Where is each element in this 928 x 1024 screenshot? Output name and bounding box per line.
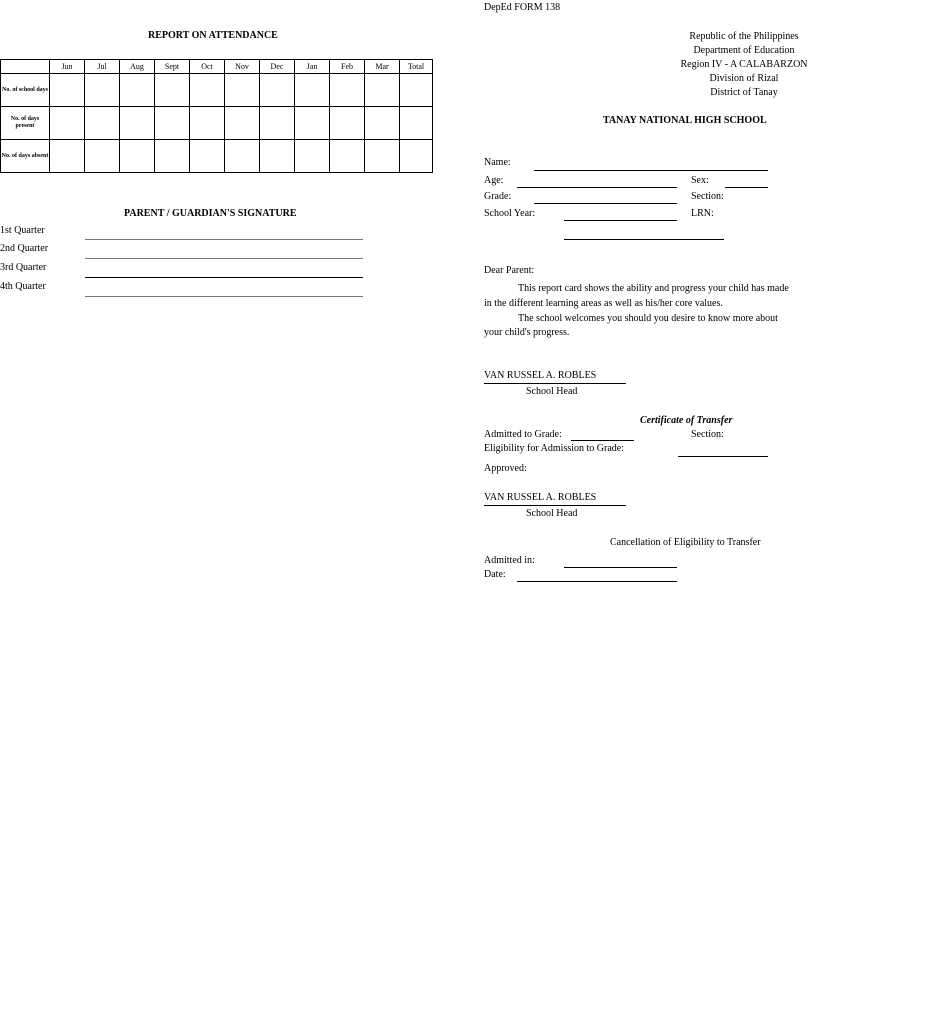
month-header: Sept [155,60,190,74]
row-label-days-present: No. of days present [1,107,50,140]
month-header: Mar [365,60,400,74]
table-row [1,74,433,107]
signature-line-2[interactable] [85,258,363,259]
date-label: Date: [484,569,506,580]
certificate-section-label: Section: [691,429,724,440]
admitted-grade-label: Admitted to Grade: [484,429,562,440]
admitted-in-label: Admitted in: [484,555,535,566]
attendance-cell[interactable] [365,74,400,107]
signature-line-1[interactable] [85,239,363,240]
attendance-cell[interactable] [295,140,330,173]
signature-line-4[interactable] [85,296,363,297]
signatory-title: School Head [526,386,578,397]
attendance-cell[interactable] [225,74,260,107]
total-header: Total [400,60,433,74]
attendance-cell[interactable] [155,107,190,140]
attendance-cell[interactable] [50,107,85,140]
eligibility-label: Eligibility for Admission to Grade: [484,443,624,454]
attendance-cell[interactable] [365,140,400,173]
date-field[interactable] [517,581,677,582]
attendance-cell[interactable] [120,107,155,140]
sex-field[interactable] [725,187,768,188]
attendance-cell[interactable] [365,107,400,140]
certificate-title: Certificate of Transfer [640,415,733,426]
attendance-cell[interactable] [85,74,120,107]
signatory-name: VAN RUSSEL A. ROBLES [484,370,597,381]
grade-field[interactable] [534,203,677,204]
letter-line-3: The school welcomes you should you desire to know more about [518,313,778,324]
signatory-name-2: VAN RUSSEL A. ROBLES [484,492,597,503]
admitted-in-field[interactable] [564,567,677,568]
republic-line: Republic of the Philippines [689,31,799,42]
attendance-cell[interactable] [400,140,433,173]
attendance-cell[interactable] [155,74,190,107]
attendance-cell[interactable] [50,140,85,173]
attendance-cell[interactable] [120,140,155,173]
school-year-label: School Year: [484,208,536,219]
signature-line-3[interactable] [85,277,363,278]
attendance-title: REPORT ON ATTENDANCE [148,30,278,41]
month-header: Feb [330,60,365,74]
attendance-cell[interactable] [190,140,225,173]
attendance-cell[interactable] [295,74,330,107]
attendance-cell[interactable] [330,74,365,107]
division-line: Division of Rizal [709,73,779,84]
month-header: Jul [85,60,120,74]
letter-line-1: This report card shows the ability and progress your child has made [518,283,789,294]
letter-salutation: Dear Parent: [484,265,535,276]
quarter-label-3: 3rd Quarter [0,262,47,273]
quarter-label-2: 2nd Quarter [0,243,49,254]
attendance-cell[interactable] [190,107,225,140]
district-line: District of Tanay [710,87,778,98]
name-label: Name: [484,157,511,168]
letter-line-4: your child's progress. [484,327,570,338]
eligibility-field[interactable] [678,456,768,457]
attendance-cell[interactable] [295,107,330,140]
age-label: Age: [484,175,504,186]
attendance-cell[interactable] [400,107,433,140]
grade-label: Grade: [484,191,512,202]
attendance-cell[interactable] [120,74,155,107]
lrn-label: LRN: [691,208,714,219]
name-field[interactable] [534,170,768,171]
attendance-cell[interactable] [330,107,365,140]
section-label: Section: [691,191,724,202]
attendance-cell[interactable] [260,140,295,173]
row-label-school-days: No. of school days [1,74,50,107]
attendance-cell[interactable] [260,74,295,107]
signatory-title-2: School Head [526,508,578,519]
signatory-line-2 [484,505,626,506]
attendance-cell[interactable] [400,74,433,107]
attendance-table [0,59,433,173]
quarter-label-4: 4th Quarter [0,281,46,292]
parent-signature-title: PARENT / GUARDIAN'S SIGNATURE [124,208,297,219]
school-name: TANAY NATIONAL HIGH SCHOOL [603,115,767,126]
attendance-cell[interactable] [225,107,260,140]
attendance-cell[interactable] [85,107,120,140]
month-header: Dec [260,60,295,74]
approved-label: Approved: [484,463,527,474]
attendance-cell[interactable] [330,140,365,173]
lrn-field[interactable] [564,239,724,240]
table-row [1,107,433,140]
attendance-cell[interactable] [190,74,225,107]
attendance-cell[interactable] [155,140,190,173]
region-line: Region IV - A CALABARZON [680,59,808,70]
signatory-line [484,383,626,384]
month-header: Oct [190,60,225,74]
form-id: DepEd FORM 138 [484,2,561,13]
month-header: Jun [50,60,85,74]
attendance-cell[interactable] [50,74,85,107]
month-header: Nov [225,60,260,74]
attendance-cell[interactable] [260,107,295,140]
quarter-label-1: 1st Quarter [0,225,45,236]
letter-line-2: in the different learning areas as well as his/her core values. [484,298,723,309]
attendance-cell[interactable] [225,140,260,173]
attendance-corner-cell [1,60,50,74]
sex-label: Sex: [691,175,709,186]
attendance-cell[interactable] [85,140,120,173]
admitted-grade-field[interactable] [571,440,634,441]
cancellation-title: Cancellation of Eligibility to Transfer [610,537,761,548]
school-year-field[interactable] [564,220,677,221]
table-row [1,140,433,173]
department-line: Department of Education [693,45,795,56]
age-field[interactable] [517,187,677,188]
month-header: Jan [295,60,330,74]
school-header [560,30,928,100]
month-header: Aug [120,60,155,74]
row-label-days-absent: No. of days absent [1,140,50,173]
